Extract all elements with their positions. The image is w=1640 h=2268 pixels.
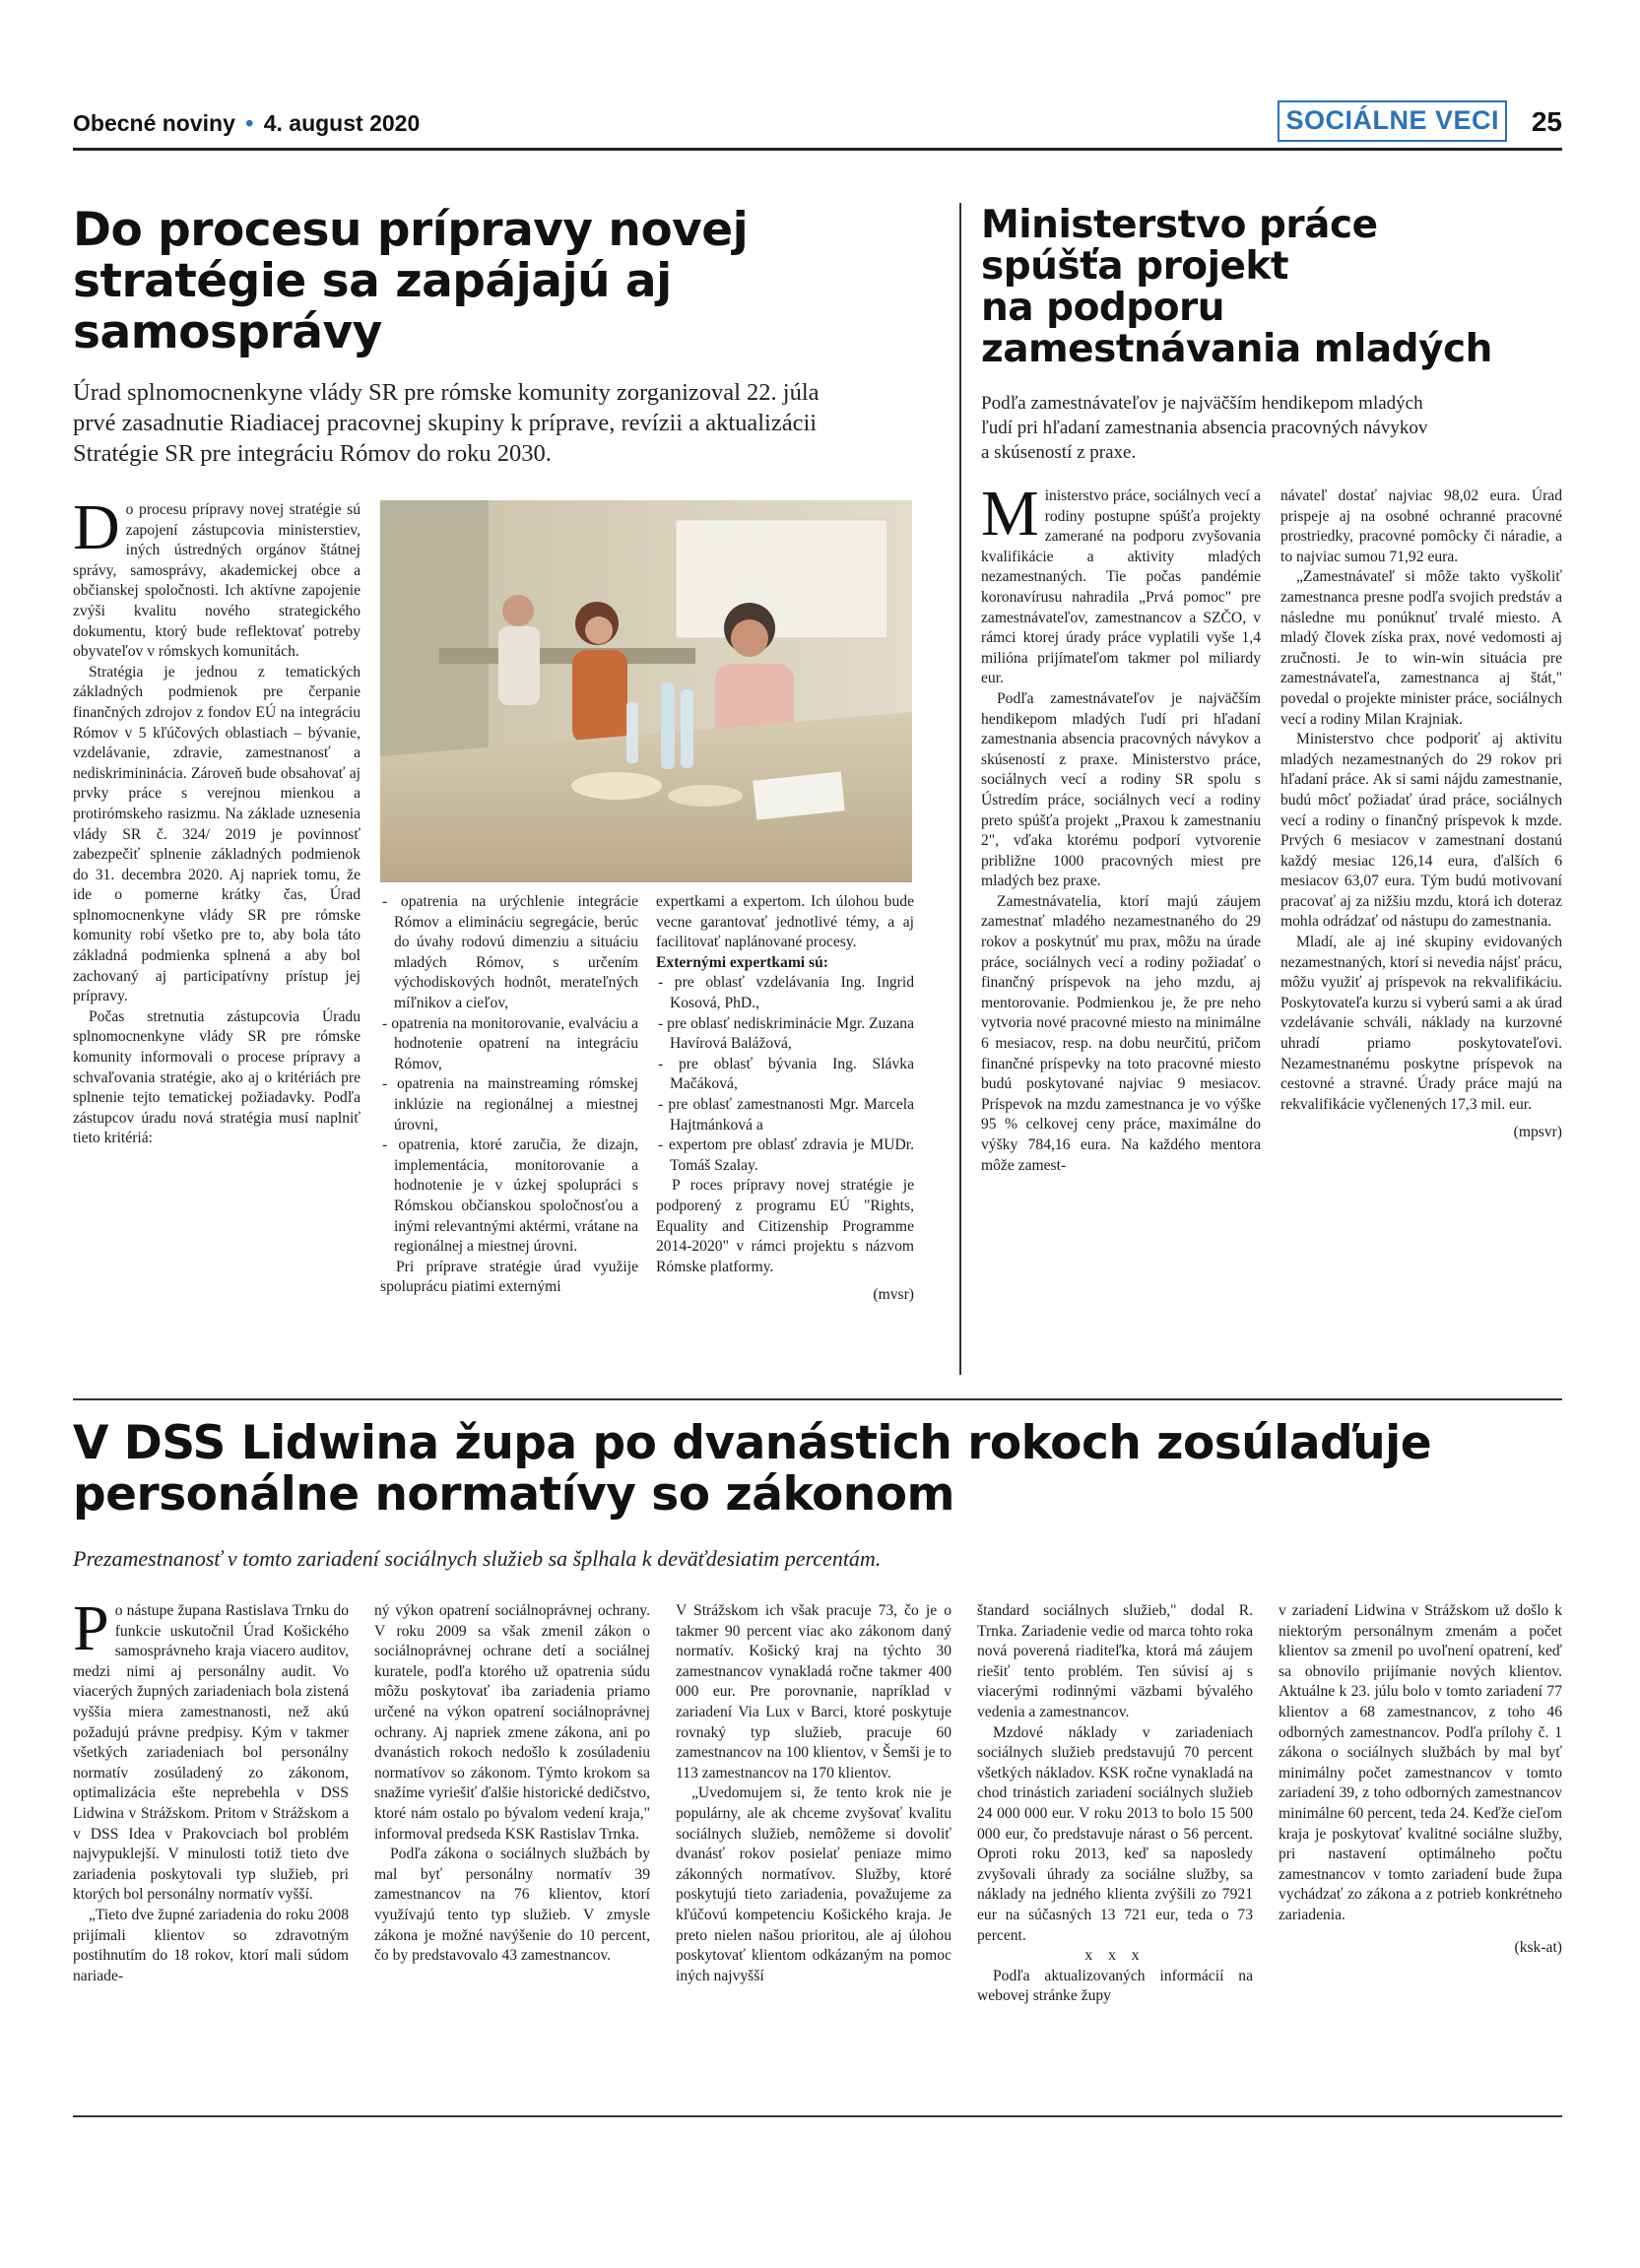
column-divider bbox=[959, 203, 961, 1375]
article2-lead-line: a skúseností z praxe. bbox=[981, 442, 1137, 463]
article2-paragraph: Mladí, ale aj iné skupiny evidovaných nezamestnaných, ktorí si nevedia nájsť prácu, môžu využiť aj príspevok na rekvalifikáciu. Poskytovateľa kurzu si vyberú sami a ak úrad vzdelávanie schváli, náklady na kurzovné uhradí priamo poskytovateľovi. Nezamestnanému poskytne príspevok na cestovné a stravné. Úrady práce majú na rekvalifikácie vyčlenených 17,3 mil. eur. bbox=[1280, 934, 1562, 1113]
expert-item: - pre oblasť nediskriminácie Mgr. Zuzana Havírová Balážová, bbox=[658, 1014, 914, 1053]
article3-column-3 bbox=[676, 1601, 951, 1986]
article2-paragraph: návateľ dostať najviac 98,02 eura. Úrad prispeje aj na osobné ochranné pracovné prostriedky, pracovné pomôcky či náradie, a to najviac sumou 71,92 eura. bbox=[1280, 487, 1562, 565]
article-photo bbox=[380, 500, 912, 882]
article3-paragraph: V Strážskom ich však pracuje 73, čo je o takmer 90 percent viac ako zákonom daný normatív. Košický kraj na týchto 30 zamestnancov vynakladá ročne takmer 400 000 eur. Pre porovnanie, napríklad v zariadení Via Lux v Barci, ktoré poskytuje rovnaký typ služieb, pracuje 60 zamestnancov na 100 klientov, v Šemši je to 113 zamestnancov na 170 klientov. bbox=[676, 1602, 951, 1782]
article1-column-1 bbox=[73, 491, 361, 1149]
article1-paragraph: Pri príprave stratégie úrad využije spoluprácu piatimi externými bbox=[380, 1258, 638, 1296]
expert-item: - pre oblasť vzdelávania Ing. Ingrid Kosová, PhD., bbox=[658, 974, 914, 1011]
dropcap: M bbox=[981, 478, 1039, 550]
article1-title-line: samosprávy bbox=[73, 305, 382, 359]
article1-title-line: Do procesu prípravy novej bbox=[73, 203, 749, 257]
article3-column-4 bbox=[977, 1601, 1253, 2007]
article1-lead-line: Stratégie SR pre integráciu Rómov do roku 2030. bbox=[73, 440, 552, 467]
meeting-photo-illustration bbox=[380, 500, 912, 882]
section-label: SOCIÁLNE VECI bbox=[1278, 100, 1507, 142]
article2-paragraph: „Zamestnávateľ si môže takto vyškoliť zamestnanca presne podľa svojich predstáv a následne mu ponúknuť trvalé miesto. A mladý človek získa prax, nové vedomosti aj zručnosti. Je to win-win situácia pre zamestnávateľa, zamestnanca aj štát," povedal o projekte minister práce, sociálnych vecí a rodiny Milan Krajniak. bbox=[1280, 568, 1562, 728]
article3-paragraph: v zariadení Lidwina v Strážskom už došlo k niektorým personálnym zmenám a počet klientov sa zmenil po uvoľnení opatrení, keď sa obnovilo prijímanie nových klientov. Aktuálne k 23. júlu bolo v tomto zariadení 77 klientov a 68 zamestnancov, z toho 46 odborných zamestnancov. Podľa prílohy č. 1 zákona o sociálnych službách by mal byť minimálny počet zamestnancov v tomto zariadení 39, z toho odborných zamestnancov minimálne 60 percent, teda 24. Keďže cieľom kraja je poskytovať kvalitné sociálne služby, pri nastavení optimálneho počtu zamestnancov v tomto zariadení bude župa vychádzať zo zákona a z potrieb konkrétneho zariadenia. bbox=[1279, 1602, 1562, 1923]
article3-title bbox=[73, 1418, 1562, 1521]
article3-paragraph: Po nástupe župana Rastislava Trnku do funkcie uskutočnil Úrad Košického samosprávneho kraja viacero auditov, medzi nimi aj personálny audit. Vo viacerých župných zariadeniach bola zistená vyššia miera zamestnanosti, než akú požadujú právne predpisy. Kým v takmer všetkých zariadeniach bol personálny normatív zosúladený zo zákonom, optimalizácia ešte neprebehla v DSS Lidwina v Strážskom. Pritom v Strážskom a v DSS Idea v Prakovciach bol problém najvypuklejší. V minulosti totiž tieto dve zariadenia poskytovali typ služieb, pri ktorých bol personálny normatív vyšší. bbox=[73, 1592, 349, 1904]
article3-column-2 bbox=[374, 1601, 650, 1967]
issue-date: 4. august 2020 bbox=[263, 110, 421, 136]
article2-column-1 bbox=[981, 478, 1261, 1176]
dropcap: P bbox=[73, 1592, 109, 1664]
masthead-paper-date bbox=[73, 110, 420, 137]
experts-heading: Externými expertkami sú: bbox=[656, 953, 828, 971]
article3-paragraph: Podľa zákona o sociálnych službách by mal byť personálny normatív 39 zamestnancov na 76 klientov, ktorí využívajú tento typ služieb. V zmysle zákona je možné navýšenie do 10 percent, čo by predstavovalo 43 zamestnancov. bbox=[374, 1846, 650, 1965]
criteria-item: - opatrenia, ktoré zaručia, že dizajn, implementácia, monitorovanie a hodnotenie je v úzkej spolupráci s Rómskou občianskou spoločnosťou a inými relevantnými aktérmi, vrátane na regionálnej a miestnej úrovni. bbox=[382, 1136, 638, 1256]
article2-lead-line: ľudí pri hľadaní zamestnania absencia pracovných návykov bbox=[981, 418, 1428, 438]
criteria-item: - opatrenia na monitorovanie, evalváciu a hodnotenie opatrení na integráciu Rómov, bbox=[382, 1014, 638, 1072]
article3-column-1 bbox=[73, 1592, 349, 1986]
article2-paragraph: Ministerstvo práce, sociálnych vecí a rodiny postupne spúšťa projekty zamerané na podporu zvyšovania kvalifikácie a aktivity mladých nezamestnaných. Tie počas pandémie koronavírusu nahradila „Prvá pomoc" pre zamestnávateľov, zamestnancov a SZČO, v rámci ktorej úrady práce vyplatili vyše 1,4 milióna prijímateľom takmer pol miliardy eur. bbox=[981, 478, 1261, 687]
article2-title-line: na podporu bbox=[981, 286, 1224, 330]
article2-title-line: zamestnávania mladých bbox=[981, 327, 1492, 371]
article3-signature: (ksk-at) bbox=[1514, 1938, 1562, 1956]
article2-lead-line: Podľa zamestnávateľov je najväčším hendikepom mladých bbox=[981, 393, 1423, 414]
masthead bbox=[73, 98, 1562, 150]
article2-lead bbox=[981, 391, 1562, 465]
article2-signature: (mpsvr) bbox=[1513, 1124, 1562, 1141]
article1-title bbox=[73, 205, 940, 358]
expert-item: - expertom pre oblasť zdravia je MUDr. Tomáš Szalay. bbox=[658, 1136, 914, 1174]
article-divider bbox=[73, 1398, 1562, 1400]
expert-item: - pre oblasť bývania Ing. Slávka Mačáková, bbox=[658, 1055, 914, 1093]
article1-paragraph: P roces prípravy novej stratégie je podporený z programu EÚ "Rights, Equality and Citizenship Programme 2014-2020" v rámci projektu s názvom Rómske platformy. bbox=[656, 1177, 914, 1275]
article2-paragraph: Zamestnávatelia, ktorí majú záujem zamestnať mladého nezamestnaného do 29 rokov a poskytnúť mu prax, môžu na úrade práce, sociálnych vecí a rodiny požiadať o finančný príspevok na jeho mzdu, aj mentorovanie. Podmienkou je, že pre neho vytvoria nové pracovné miesto na minimálne 6 mesiacov, resp. na dobu neurčitú, pričom finančné príspevky na toto pracovné miesto budú poskytované najviac 9 mesiacov. Príspevok na mzdu zamestnanca je vo výške 95 % celkovej ceny práce, maximálne do výšky 784,16 eura. Na každého mentora môže zamest- bbox=[981, 892, 1261, 1174]
article1-paragraph: Počas stretnutia zástupcovia Úradu splnomocnenkyne vlády SR pre rómske komunity informovali o procese prípravy a schvaľovania stratégie, ako aj o kritériách pre splnenie tejto tematickej požiadavky. Podľa zástupcov úradu nová stratégia musí naplniť tieto kritériá: bbox=[73, 1007, 361, 1147]
article3-column-5 bbox=[1279, 1601, 1562, 1958]
criteria-item: - opatrenia na mainstreaming rómskej inklúzie na regionálnej a miestnej úrovni, bbox=[382, 1075, 638, 1134]
article2-title-line: spúšťa projekt bbox=[981, 244, 1288, 289]
article1-lead-line: Úrad splnomocnenkyne vlády SR pre rómske komunity zorganizoval 22. júla bbox=[73, 379, 820, 406]
article1-lead-line: prvé zasadnutie Riadiacej pracovnej skupiny k príprave, revízii a aktualizácii bbox=[73, 410, 818, 436]
article1-column-3 bbox=[656, 892, 914, 1306]
article3-paragraph: štandard sociálnych služieb," dodal R. Trnka. Zariadenie vedie od marca tohto roka nová poverená riaditeľka, ktorá má záujem riešiť tento problém. Ten súvisí aj s viacerými rodinnými väzbami bývalého vedenia a zamestnancov. bbox=[977, 1602, 1253, 1720]
article3-lead: Prezamestnanosť v tomto zariadení sociálnych služieb sa šplhala k deväťdesiatim percentám. bbox=[73, 1546, 882, 1571]
bottom-rule bbox=[73, 2115, 1562, 2117]
article3-paragraph: Podľa aktualizovaných informácií na webovej stránke župy bbox=[977, 1967, 1253, 2005]
article2-title bbox=[981, 205, 1562, 370]
article3-paragraph: ný výkon opatrení sociálnoprávnej ochrany. V roku 2009 sa však zmenil zákon o sociálnoprávnej ochrane detí a sociálnej kuratele, podľa ktorého už opatrenia súdu môžu poskytovať iba zariadenia priamo určené na výkon opatrení sociálnoprávnej ochrany. Aj napriek zmene zákona, ani po dvanástich rokoch nedošlo k zosúladeniu normatívov so zákonom. Týmto krokom sa snažíme vyriešiť ďalšie historické dedičstvo, ktoré nám ostalo po bývalom vedení kraja," informoval predseda KSK Rastislav Trnka. bbox=[374, 1602, 650, 1843]
article3-title-line: V DSS Lidwina župa po dvanástich rokoch zosúlaďuje bbox=[73, 1416, 1432, 1470]
article1-paragraph: Do procesu prípravy novej stratégie sú zapojení zástupcovia ministerstiev, iných ústredných orgánov štátnej správy, samosprávy, akademickej obce a občianskej spoločnosti. Ich aktívne zapojenie zvýši kvalitu nového strategického dokumentu, ktorý bude reflektovať potreby obyvateľov v rómskych komunitách. bbox=[73, 491, 361, 661]
article1-column-2 bbox=[380, 892, 638, 1298]
page-number: 25 bbox=[1531, 106, 1562, 137]
section-separator: x x x bbox=[1084, 1947, 1146, 1965]
masthead-separator: • bbox=[245, 110, 254, 136]
article1-lead bbox=[73, 377, 940, 469]
masthead-rule bbox=[73, 148, 1562, 151]
article2-column-2 bbox=[1280, 486, 1562, 1143]
dropcap: D bbox=[73, 491, 120, 563]
article1-title-line: stratégie sa zapájajú aj bbox=[73, 254, 672, 308]
article3-paragraph: „Uvedomujem si, že tento krok nie je populárny, ale ak chceme zvyšovať kvalitu sociálnych služieb, nemôžeme si dovoliť dvanásť rokov posielať peniaze mimo zákonných normatívov. Služby, ktoré poskytujú tieto zariadenia, považujeme za kľúčovú kompetenciu Košického kraja. Je preto nielen našou prioritou, ale aj úlohou poskytovať klientom odkázaným na pomoc iných najvyšší bbox=[676, 1784, 951, 1984]
article3-title-line: personálne normatívy so zákonom bbox=[73, 1467, 954, 1522]
article2-title-line: Ministerstvo práce bbox=[981, 203, 1378, 247]
article3-paragraph: Mzdové náklady v zariadeniach sociálnych služieb predstavujú 70 percent všetkých nákladov. KSK ročne vynakladá na chod trinástich zariadení sociálnych služieb 24 000 000 eur. V roku 2013 to bolo 15 500 000 eur, čo predstavuje nárast o 56 percent. Oproti roku 2013, keď sa naposledy zvyšovali úhrady za sociálne služby, sa náklady na jedného klienta zvýšili zo 7921 eur na súčasných 13 721 eur, teda o 73 percent. bbox=[977, 1723, 1253, 1944]
article1-paragraph: Stratégia je jednou z tematických základných podmienok pre čerpanie finančných zdrojov z fondov EÚ na integráciu Rómov v 5 kľúčových oblastiach – bývanie, vzdelávanie, zdravie, zamestnanosť a nediskrimininácia. Zároveň bude obsahovať aj prvky práce s verejnou mienkou a protirómskeho rasizmu. Na základe uznesenia vlády SR č. 324/ 2019 je povinnosť zabezpečiť splnenie základných podmienok do 31. decembra 2020. Aj napriek tomu, že ide o pomerne krátky čas, Úrad splnomocnenkyne vlády SR pre rómske komunity robí všetko pre to, aby bola táto základná podmienka splnená a aby bol zachovaný aj participatívny prístup jej prípravy. bbox=[73, 663, 361, 1005]
article1-paragraph: expertkami a expertom. Ich úlohou bude vecne garantovať jednotlivé témy, a aj facilitovať naplánované procesy. bbox=[656, 893, 914, 951]
article2-paragraph: Ministerstvo chce podporiť aj aktivitu mladých nezamestnaných do 29 rokov pri hľadaní práce. Ak si sami nájdu zamestnanie, budú môcť požiadať úrad práce, sociálnych vecí a rodiny o finančný príspevok k mzde. Prvých 6 mesiacov v zamestnaní dostanú každý mesiac 126,14 eura, ďalších 6 mesiacov 63,07 eura. Tým budú motivovaní pracovať aj za nižšiu mzdu, ktorá ich doteraz mohla odrádzať od nástupu do zamestnania. bbox=[1280, 731, 1562, 931]
criteria-item: - opatrenia na urýchlenie integrácie Rómov a elimináciu segregácie, berúc do úvahy rodovú dimenziu a situáciu mladých Rómov, s určením východiskových hodnôt, merateľných míľnikov a cieľov, bbox=[382, 893, 638, 1011]
article2-paragraph: Podľa zamestnávateľov je najväčším hendikepom mladých ľudí pri hľadaní zamestnania absencia pracovných návykov a skúseností z praxe. Ministerstvo práce, sociálnych vecí a rodiny SR spolu s Ústredím práce, sociálnych vecí a rodiny preto spúšťa projekt „Praxou k zamestnaniu 2", vďaka ktorému podporí vytvorenie približne 1000 pracovných miest pre mladých bez praxe. bbox=[981, 689, 1261, 890]
article1-signature: (mvsr) bbox=[873, 1286, 914, 1304]
expert-item: - pre oblasť zamestnanosti Mgr. Marcela Hajtmánková a bbox=[658, 1095, 914, 1134]
article3-paragraph: „Tieto dve župné zariadenia do roku 2008 prijímali klientov so zdravotným postihnutím do 18 rokov, ktorí mali súdom nariade- bbox=[73, 1906, 349, 1984]
paper-name: Obecné noviny bbox=[73, 110, 235, 136]
